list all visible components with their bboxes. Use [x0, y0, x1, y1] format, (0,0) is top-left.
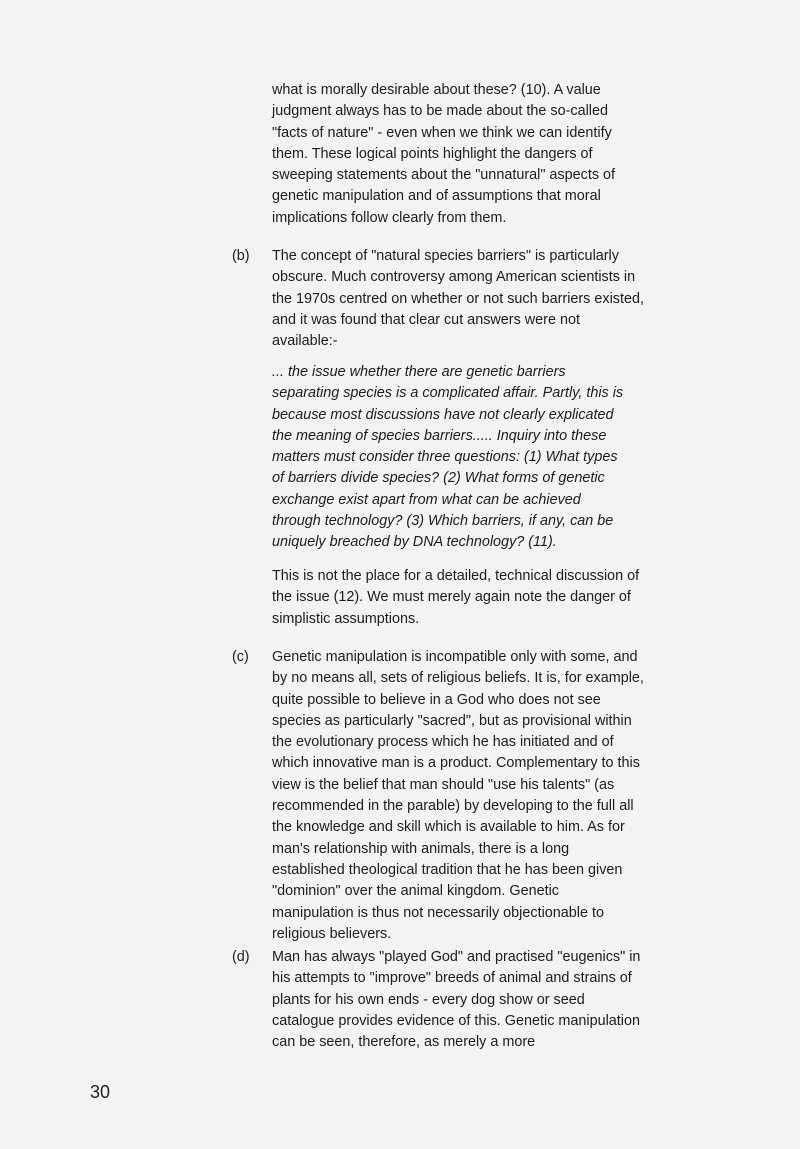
page-number: 30: [90, 1082, 111, 1102]
item-b-text: The concept of "natural species barriers" is particularly obscure. Much controversy among American scientists in the 1970s centred on whether or not such barriers existed, and it was found that clear cut answers were not available:-: [272, 248, 644, 350]
item-c-text: Genetic manipulation is incompatible only with some, and by no means all, sets of religious beliefs. It is, for example, quite possible to believe in a God who does not see species as particularly "sacred", but as provisional within the evolutionary process which he has initiated and of which innovative man is a product. Complementary to this view is the belief that man should "use his talents" (as recommended in the parable) by developing to the full all the knowledge and skill which is available to him. As for man's relationship with animals, there is a long established theological tradition that he has been given "dominion" over the animal kingdom. Genetic manipulation is thus not necessarily objectionable to religious believers.: [272, 649, 644, 942]
block-quote: ... the issue whether there are genetic barriers separating species is a complicated affair. Partly, this is because most discussions have not clearly explicated the meaning of species barriers..... Inquiry into these matters must consider three questions: (1) What types of barriers divide species? (2) What forms of genetic exchange exist apart from what can be achieved through technology? (3) Which barriers, if any, can be uniquely breached by DNA technology? (11).: [272, 364, 624, 551]
item-d-text: Man has always "played God" and practised "eugenics" in his attempts to "improve" breeds of animal and strains of plants for his own ends - every dog show or seed catalogue provides evidence of this. Genetic manipulation can be seen, therefore, as merely a more: [272, 949, 641, 1051]
intro-paragraph: what is morally desirable about these? (10). A value judgment always has to be made about the so-called "facts of nature" - even when we think we can identify them. These logical points highlight the dangers of sweeping statements about the "unnatural" aspects of genetic manipulation and of assumptions that moral implications follow clearly from them.: [272, 82, 616, 226]
item-c-marker: (c): [232, 649, 249, 665]
paragraph-after-quote: This is not the place for a detailed, technical discussion of the issue (12). We must merely again note the danger of simplistic assumptions.: [272, 568, 640, 627]
item-b-marker: (b): [232, 248, 250, 264]
item-d-marker: (d): [232, 949, 250, 965]
